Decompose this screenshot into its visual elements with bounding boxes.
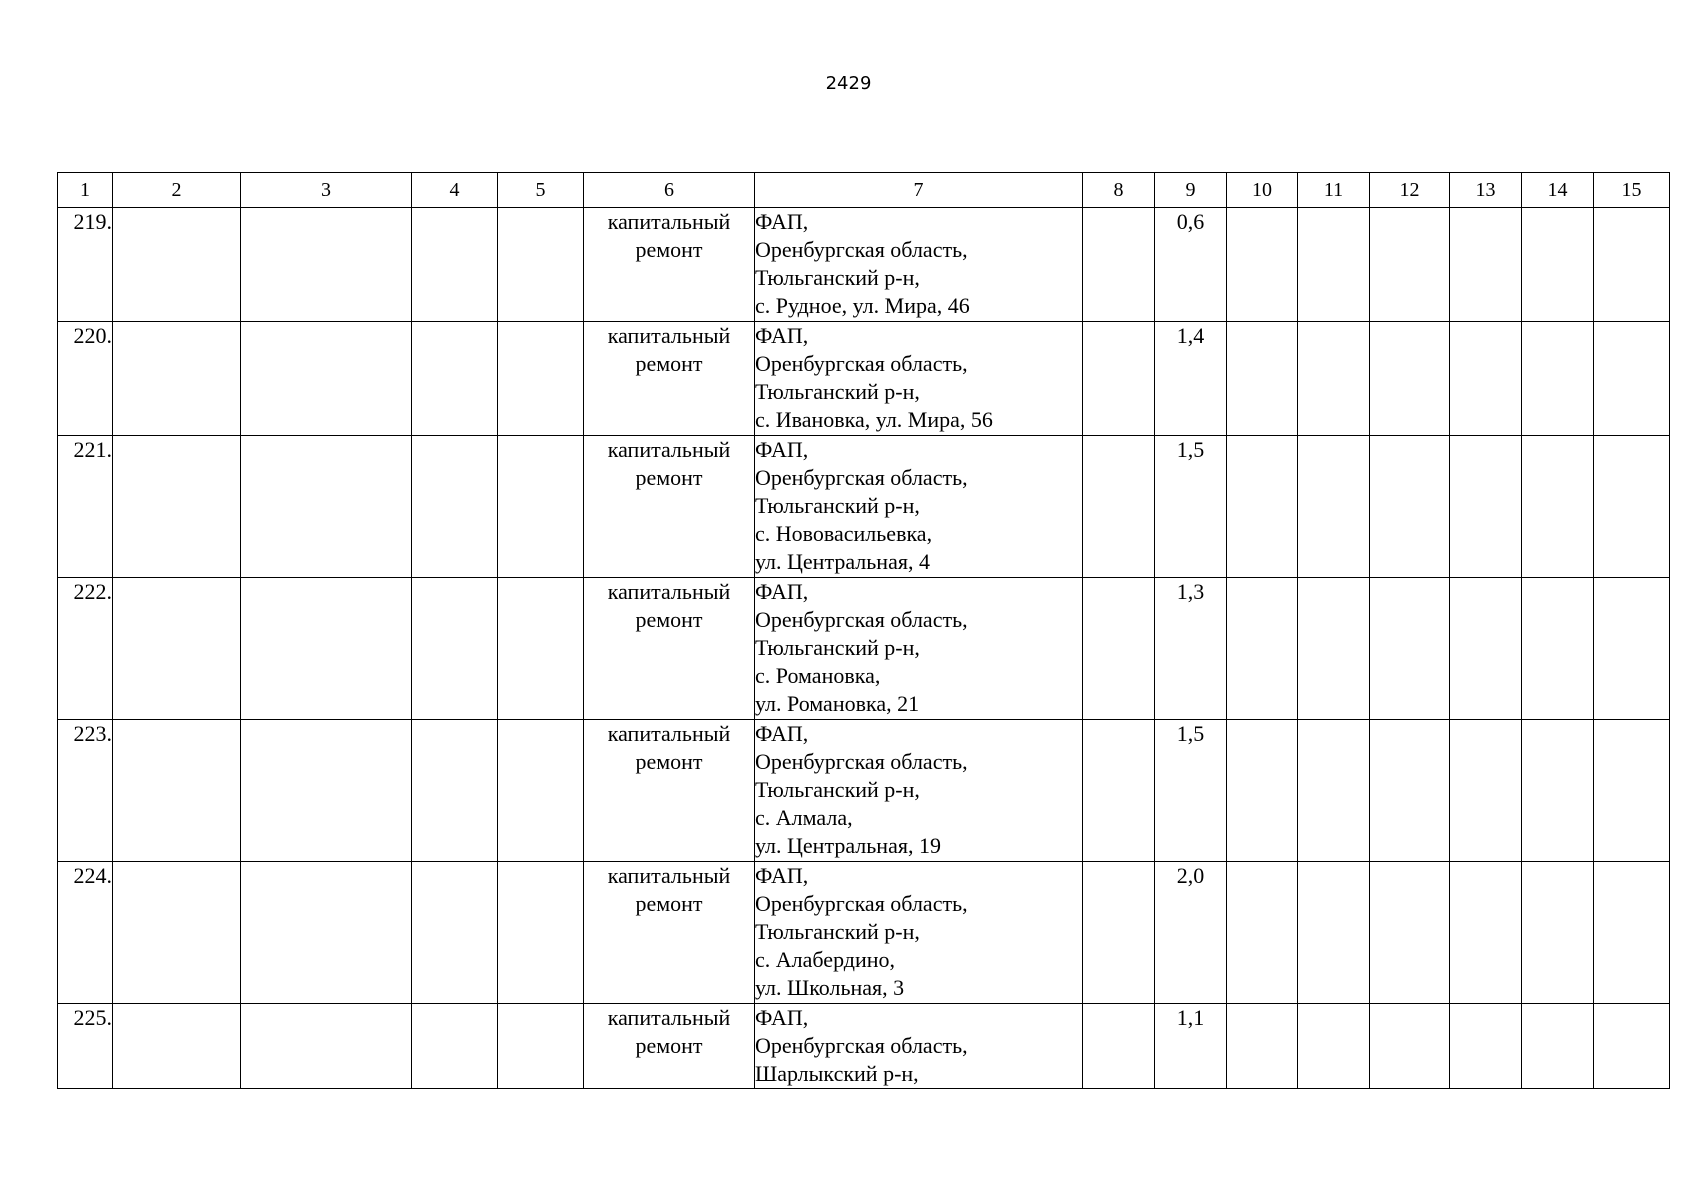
address-cell (755, 208, 1083, 322)
row-number: 223. (58, 720, 113, 862)
address-line: Оренбургская область, (755, 749, 968, 774)
address-line: Оренбургская область, (755, 351, 968, 376)
empty-cell (498, 862, 584, 1004)
empty-cell (1370, 578, 1450, 720)
work-type-line: ремонт (635, 1033, 703, 1058)
address-line: ФАП, (755, 863, 809, 888)
empty-cell (241, 720, 412, 862)
value-cell: 1,5 (1155, 720, 1227, 862)
table-row (58, 578, 1670, 720)
empty-cell (1522, 322, 1594, 436)
empty-cell (412, 208, 498, 322)
empty-cell (498, 1004, 584, 1089)
empty-cell (1450, 720, 1522, 862)
work-type-line: ремонт (635, 465, 703, 490)
empty-cell (113, 1004, 241, 1089)
empty-cell (1227, 1004, 1298, 1089)
address-line: Тюльганский р-н, (755, 265, 920, 290)
empty-cell (1083, 322, 1155, 436)
address-line: ФАП, (755, 209, 809, 234)
table-row (58, 208, 1670, 322)
empty-cell (1298, 578, 1370, 720)
table-row (58, 1004, 1670, 1089)
work-type-line: капитальный (607, 323, 731, 348)
empty-cell (412, 322, 498, 436)
work-type-line: ремонт (635, 891, 703, 916)
work-type-line: ремонт (635, 607, 703, 632)
empty-cell (1083, 862, 1155, 1004)
column-header: 9 (1155, 173, 1227, 208)
empty-cell (498, 322, 584, 436)
address-line: с. Алмала, (755, 805, 853, 830)
empty-cell (1083, 578, 1155, 720)
address-line: Шарлыкский р-н, (755, 1061, 919, 1086)
empty-cell (412, 578, 498, 720)
empty-cell (1594, 578, 1670, 720)
empty-cell (113, 862, 241, 1004)
work-type-line: капитальный (607, 579, 731, 604)
work-type-line: капитальный (607, 863, 731, 888)
address-line: с. Романовка, (755, 663, 881, 688)
empty-cell (1298, 1004, 1370, 1089)
empty-cell (1522, 208, 1594, 322)
empty-cell (1298, 208, 1370, 322)
address-line: с. Нововасильевка, (755, 521, 933, 546)
empty-cell (1083, 720, 1155, 862)
row-number: 221. (58, 436, 113, 578)
empty-cell (241, 322, 412, 436)
column-header: 6 (584, 173, 755, 208)
data-table (57, 172, 1670, 1089)
column-header: 5 (498, 173, 584, 208)
work-type-cell (584, 720, 755, 862)
value-cell: 1,5 (1155, 436, 1227, 578)
work-type-line: капитальный (607, 209, 731, 234)
value-cell: 1,3 (1155, 578, 1227, 720)
empty-cell (113, 208, 241, 322)
value-cell: 2,0 (1155, 862, 1227, 1004)
table-row (58, 436, 1670, 578)
empty-cell (1298, 720, 1370, 862)
work-type-cell (584, 322, 755, 436)
row-number: 224. (58, 862, 113, 1004)
row-number: 219. (58, 208, 113, 322)
page-number: 2429 (825, 73, 872, 94)
column-header: 7 (755, 173, 1083, 208)
empty-cell (1450, 1004, 1522, 1089)
empty-cell (241, 436, 412, 578)
address-line: Оренбургская область, (755, 891, 968, 916)
address-line: с. Алабердино, (755, 947, 896, 972)
address-line: Оренбургская область, (755, 1033, 968, 1058)
empty-cell (1370, 322, 1450, 436)
address-line: Тюльганский р-н, (755, 777, 920, 802)
address-line: Оренбургская область, (755, 465, 968, 490)
empty-cell (1298, 322, 1370, 436)
column-header: 10 (1227, 173, 1298, 208)
empty-cell (1227, 322, 1298, 436)
work-type-cell (584, 578, 755, 720)
work-type-line: ремонт (635, 749, 703, 774)
address-cell (755, 578, 1083, 720)
address-cell (755, 436, 1083, 578)
column-header: 12 (1370, 173, 1450, 208)
empty-cell (241, 862, 412, 1004)
work-type-line: ремонт (635, 351, 703, 376)
empty-cell (498, 578, 584, 720)
empty-cell (498, 208, 584, 322)
empty-cell (1594, 208, 1670, 322)
empty-cell (241, 208, 412, 322)
empty-cell (1594, 720, 1670, 862)
work-type-cell (584, 436, 755, 578)
column-header: 8 (1083, 173, 1155, 208)
empty-cell (1227, 208, 1298, 322)
empty-cell (1370, 436, 1450, 578)
work-type-line: капитальный (607, 721, 731, 746)
address-line: Оренбургская область, (755, 237, 968, 262)
empty-cell (1594, 862, 1670, 1004)
work-type-line: капитальный (607, 437, 731, 462)
address-line: ФАП, (755, 323, 809, 348)
row-number: 222. (58, 578, 113, 720)
empty-cell (1450, 208, 1522, 322)
column-header: 2 (113, 173, 241, 208)
empty-cell (1083, 436, 1155, 578)
empty-cell (1227, 436, 1298, 578)
empty-cell (1450, 436, 1522, 578)
empty-cell (1227, 862, 1298, 1004)
empty-cell (1450, 322, 1522, 436)
table-row (58, 720, 1670, 862)
column-header: 11 (1298, 173, 1370, 208)
address-line: Тюльганский р-н, (755, 493, 920, 518)
value-cell: 1,4 (1155, 322, 1227, 436)
empty-cell (1522, 720, 1594, 862)
empty-cell (113, 720, 241, 862)
table-row (58, 322, 1670, 436)
empty-cell (412, 862, 498, 1004)
address-line: ул. Школьная, 3 (755, 975, 905, 1000)
empty-cell (1227, 720, 1298, 862)
empty-cell (1522, 578, 1594, 720)
column-header: 4 (412, 173, 498, 208)
address-line: Тюльганский р-н, (755, 635, 920, 660)
empty-cell (412, 436, 498, 578)
column-header: 14 (1522, 173, 1594, 208)
empty-cell (1370, 720, 1450, 862)
empty-cell (1594, 436, 1670, 578)
value-cell: 1,1 (1155, 1004, 1227, 1089)
address-line: ФАП, (755, 579, 809, 604)
empty-cell (1450, 862, 1522, 1004)
empty-cell (113, 436, 241, 578)
empty-cell (1083, 1004, 1155, 1089)
empty-cell (1522, 436, 1594, 578)
address-line: ФАП, (755, 437, 809, 462)
address-cell (755, 862, 1083, 1004)
row-number: 220. (58, 322, 113, 436)
address-line: Оренбургская область, (755, 607, 968, 632)
column-header: 1 (58, 173, 113, 208)
empty-cell (1594, 1004, 1670, 1089)
empty-cell (1522, 1004, 1594, 1089)
column-header: 3 (241, 173, 412, 208)
address-line: ФАП, (755, 721, 809, 746)
empty-cell (498, 436, 584, 578)
empty-cell (1594, 322, 1670, 436)
empty-cell (1083, 208, 1155, 322)
header-row (58, 173, 1670, 208)
empty-cell (241, 1004, 412, 1089)
work-type-cell (584, 208, 755, 322)
row-number: 225. (58, 1004, 113, 1089)
column-header: 15 (1594, 173, 1670, 208)
empty-cell (1227, 578, 1298, 720)
address-line: Тюльганский р-н, (755, 379, 920, 404)
empty-cell (1370, 1004, 1450, 1089)
address-line: ФАП, (755, 1005, 809, 1030)
empty-cell (113, 578, 241, 720)
empty-cell (241, 578, 412, 720)
work-type-cell (584, 862, 755, 1004)
empty-cell (1298, 436, 1370, 578)
address-cell (755, 1004, 1083, 1089)
empty-cell (1370, 862, 1450, 1004)
address-line: с. Рудное, ул. Мира, 46 (755, 293, 970, 318)
work-type-cell (584, 1004, 755, 1089)
address-line: ул. Центральная, 4 (755, 549, 930, 574)
address-line: Тюльганский р-н, (755, 919, 920, 944)
empty-cell (1370, 208, 1450, 322)
empty-cell (412, 720, 498, 862)
empty-cell (1450, 578, 1522, 720)
empty-cell (412, 1004, 498, 1089)
column-header: 13 (1450, 173, 1522, 208)
value-cell: 0,6 (1155, 208, 1227, 322)
table-row (58, 862, 1670, 1004)
address-cell (755, 720, 1083, 862)
address-line: с. Ивановка, ул. Мира, 56 (755, 407, 993, 432)
address-line: ул. Романовка, 21 (755, 691, 920, 716)
empty-cell (1522, 862, 1594, 1004)
work-type-line: ремонт (635, 237, 703, 262)
empty-cell (113, 322, 241, 436)
address-cell (755, 322, 1083, 436)
empty-cell (498, 720, 584, 862)
address-line: ул. Центральная, 19 (755, 833, 941, 858)
work-type-line: капитальный (607, 1005, 731, 1030)
empty-cell (1298, 862, 1370, 1004)
